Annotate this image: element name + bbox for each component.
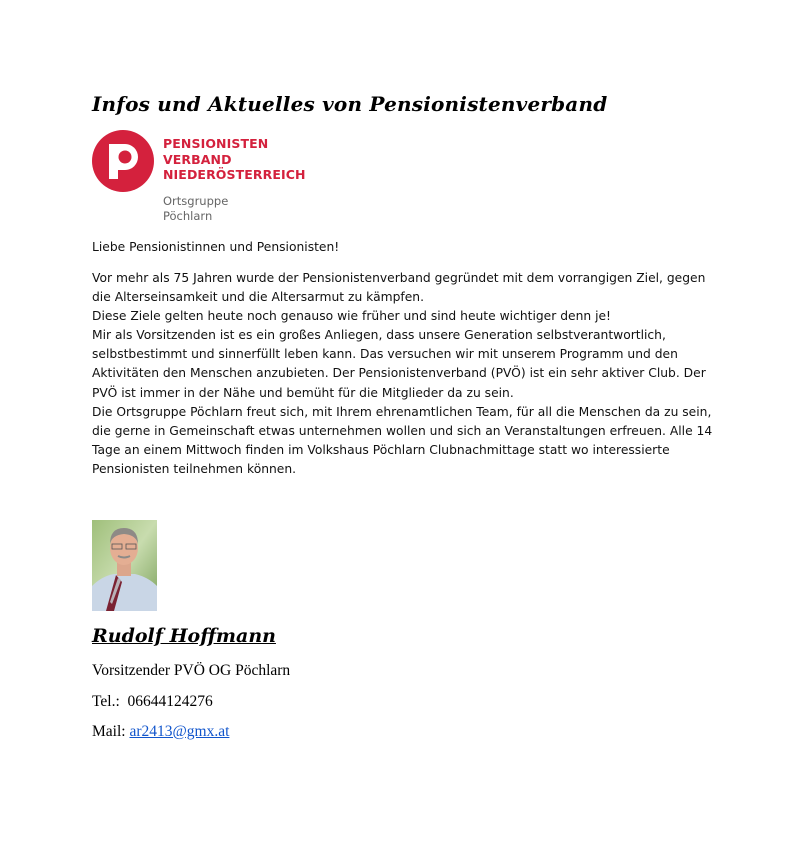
logo-line-1: PENSIONISTEN [163, 136, 269, 151]
email-link[interactable]: ar2413@gmx.at [129, 723, 230, 740]
letter-line: Aktivitäten den Menschen anzubieten. Der Pensionistenverband (PVÖ) ist ein sehr aktiver Club. Der [92, 366, 706, 381]
letter-body [92, 269, 712, 479]
signer-name: Rudolf Hoffmann [92, 625, 276, 647]
mail-label: Mail: [92, 723, 126, 740]
letter-line: Die Ortsgruppe Pöchlarn freut sich, mit Ihrem ehrenamtlichen Team, für all die Menschen da zu sein, [92, 404, 712, 419]
letter-line: PVÖ ist immer in der Nähe und bemüht für die Mitglieder da zu sein. [92, 385, 514, 400]
page-title: Infos und Aktuelles von Pensionistenverband [92, 92, 608, 116]
mail-line [92, 723, 229, 741]
letter-line: Vor mehr als 75 Jahren wurde der Pensionistenverband gegründet mit dem vorrangigen Ziel, gegen [92, 271, 706, 285]
signer-role: Vorsitzender PVÖ OG Pöchlarn [92, 662, 291, 679]
logo-sub-line-2: Pöchlarn [163, 209, 213, 223]
portrait-photo [92, 520, 157, 611]
phone-value: 06644124276 [127, 693, 213, 710]
letter-line: Pensionisten teilnehmen können. [92, 461, 297, 476]
letter-line: die gerne in Gemeinschaft etwas unternehmen wollen und sich an Veranstaltungen erfreuen. Alle 14 [92, 423, 713, 438]
logo-wordmark [163, 136, 306, 183]
phone-line [92, 693, 213, 711]
letter-line: die Alterseinsamkeit und die Altersarmut zu kämpfen. [92, 290, 424, 305]
letter-line: Diese Ziele gelten heute noch genauso wie früher und sind heute wichtiger denn je! [92, 309, 611, 324]
logo-line-3: NIEDERÖSTERREICH [163, 167, 306, 182]
p-circle-logo-icon [92, 130, 154, 192]
letter-line: selbstbestimmt und sinnerfüllt leben kann. Das versuchen wir mit unserem Programm und den [92, 347, 678, 362]
letter-line: Tage an einem Mittwoch finden im Volkshaus Pöchlarn Clubnachmittage statt wo interessierte [92, 442, 670, 457]
pvoe-logo [92, 130, 312, 230]
letter-line: Mir als Vorsitzenden ist es ein großes Anliegen, dass unsere Generation selbstverantwortlich, [92, 328, 666, 343]
logo-subtitle [163, 194, 228, 224]
phone-label: Tel.: [92, 693, 120, 710]
logo-sub-line-1: Ortsgruppe [163, 194, 229, 208]
logo-line-2: VERBAND [163, 151, 232, 167]
greeting: Liebe Pensionistinnen und Pensionisten! [92, 240, 340, 254]
